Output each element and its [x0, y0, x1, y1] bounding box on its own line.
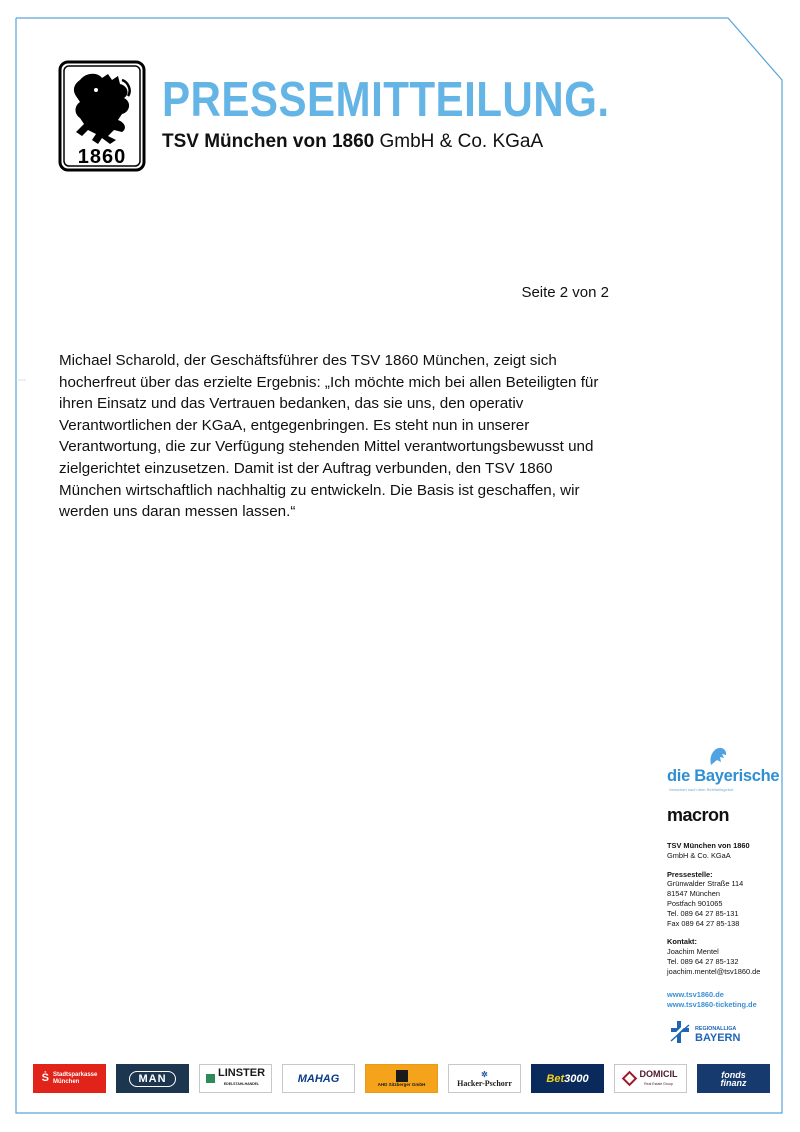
subtitle-rest: GmbH & Co. KGaA	[374, 131, 544, 152]
domicil-icon	[621, 1071, 637, 1087]
hacker-pschorr-icon: ✲	[481, 1069, 488, 1079]
sponsor-linster[interactable]	[199, 1064, 272, 1093]
sponsor-stadtsparkasse-line2: München	[52, 1078, 80, 1085]
sponsor-strip	[33, 1064, 773, 1094]
logo-year: 1860	[77, 146, 127, 168]
regionalliga-icon	[667, 1019, 693, 1045]
regionalliga-big: BAYERN	[695, 1032, 741, 1044]
sponsor-bet3000-main: Bet	[546, 1072, 565, 1085]
sponsor-mahag[interactable]	[282, 1064, 355, 1093]
pressestelle-label: Pressestelle:	[667, 869, 713, 879]
sponsor-fonds-finanz[interactable]	[697, 1064, 770, 1093]
address-line3: Postfach 901065	[667, 898, 723, 908]
sponsor-mahag-label: MAHAG	[297, 1072, 340, 1085]
kontakt-label: Kontakt:	[667, 937, 697, 947]
sponsor-ahd-label: AHD Sitzberger GmbH	[377, 1082, 426, 1087]
linster-icon	[206, 1074, 215, 1083]
sponsor-domicil-label: DOMICIL	[639, 1068, 678, 1079]
body-paragraph: Michael Scharold, der Geschäftsführer des TSV 1860 München, zeigt sich hocherfreut über das erzielte Ergebnis: „Ich möchte mich bei allen Beteiligten für ihren Einsatz und das Vertrauen bedanken, das sie uns, den operativ Verantwortlichen der KGaA, entgegenbringen. Es steht nun in unserer Verantwortung, die zur Verfügung stehenden Mittel verantwortungsbewusst und zielgerichtet einzusetzen. Damit ist der Auftrag verbunden, den TSV 1860 München wirtschaftlich nachhaltig zu entwickeln. Die Basis ist geschaffen, wir werden uns daran messen lassen.“	[59, 352, 599, 521]
company-line1: TSV München von 1860	[667, 841, 750, 850]
ticketing-link[interactable]: www.tsv1860-ticketing.de	[667, 999, 757, 1009]
bayerische-name: die Bayerische	[667, 767, 780, 785]
sponsor-domicil-sub: Real Estate Group	[644, 1081, 673, 1086]
website-link[interactable]: www.tsv1860.de	[667, 990, 724, 999]
address-line1: Grünwalder Straße 114	[667, 879, 744, 889]
sponsor-bet3000[interactable]	[531, 1064, 604, 1093]
sponsor-linster-label: LINSTER	[217, 1066, 266, 1079]
website-links	[667, 990, 757, 1010]
subtitle-bold: TSV München von 1860	[162, 131, 375, 152]
fax: Fax 089 64 27 85-138	[667, 918, 740, 928]
sponsor-hacker-pschorr[interactable]	[448, 1064, 521, 1093]
tel: Tel. 089 64 27 85-131	[667, 908, 739, 918]
contact-info	[667, 841, 787, 986]
address-line2: 81547 München	[667, 889, 721, 899]
company-line2: GmbH & Co. KGaA	[667, 850, 731, 860]
sponsor-domicil[interactable]	[614, 1064, 687, 1093]
sponsor-fonds-finanz-line2: finanz	[720, 1077, 747, 1088]
macron-logo: macron	[667, 805, 730, 825]
regionalliga-small: REGIONALLIGA	[695, 1026, 737, 1032]
sponsor-hacker-pschorr-label: Hacker-Pschorr	[457, 1078, 512, 1088]
club-logo	[58, 60, 146, 172]
lion-head-icon	[707, 745, 729, 767]
press-release-title: PRESSEMITTEILUNG.	[162, 73, 610, 127]
sponsor-ahd[interactable]	[365, 1064, 438, 1093]
bayerische-tagline: Versichert nach dem Reinheitsgebot	[669, 787, 734, 792]
sponsor-man-label: MAN	[129, 1071, 175, 1087]
sponsor-man[interactable]	[116, 1064, 189, 1093]
sponsor-stadtsparkasse-line1: Stadtsparkasse	[52, 1071, 98, 1078]
sponsor-stadtsparkasse[interactable]	[33, 1064, 106, 1093]
regionalliga-bayern-logo	[667, 1017, 777, 1047]
page-number: Seite 2 von 2	[521, 284, 609, 301]
sponsor-linster-sub: EDELSTAHLHANDEL	[223, 1081, 260, 1086]
company-subtitle	[162, 131, 543, 153]
ahd-icon	[396, 1070, 408, 1082]
sponsor-bet3000-num: 3000	[564, 1072, 589, 1085]
contact-email[interactable]: joachim.mentel@tsv1860.de	[667, 966, 761, 976]
sparkasse-icon: Ṡ	[41, 1072, 49, 1084]
contact-tel: Tel. 089 64 27 85-132	[667, 956, 739, 966]
contact-name: Joachim Mentel	[667, 947, 719, 957]
sponsor-fonds-finanz-line1: fonds	[721, 1069, 746, 1080]
